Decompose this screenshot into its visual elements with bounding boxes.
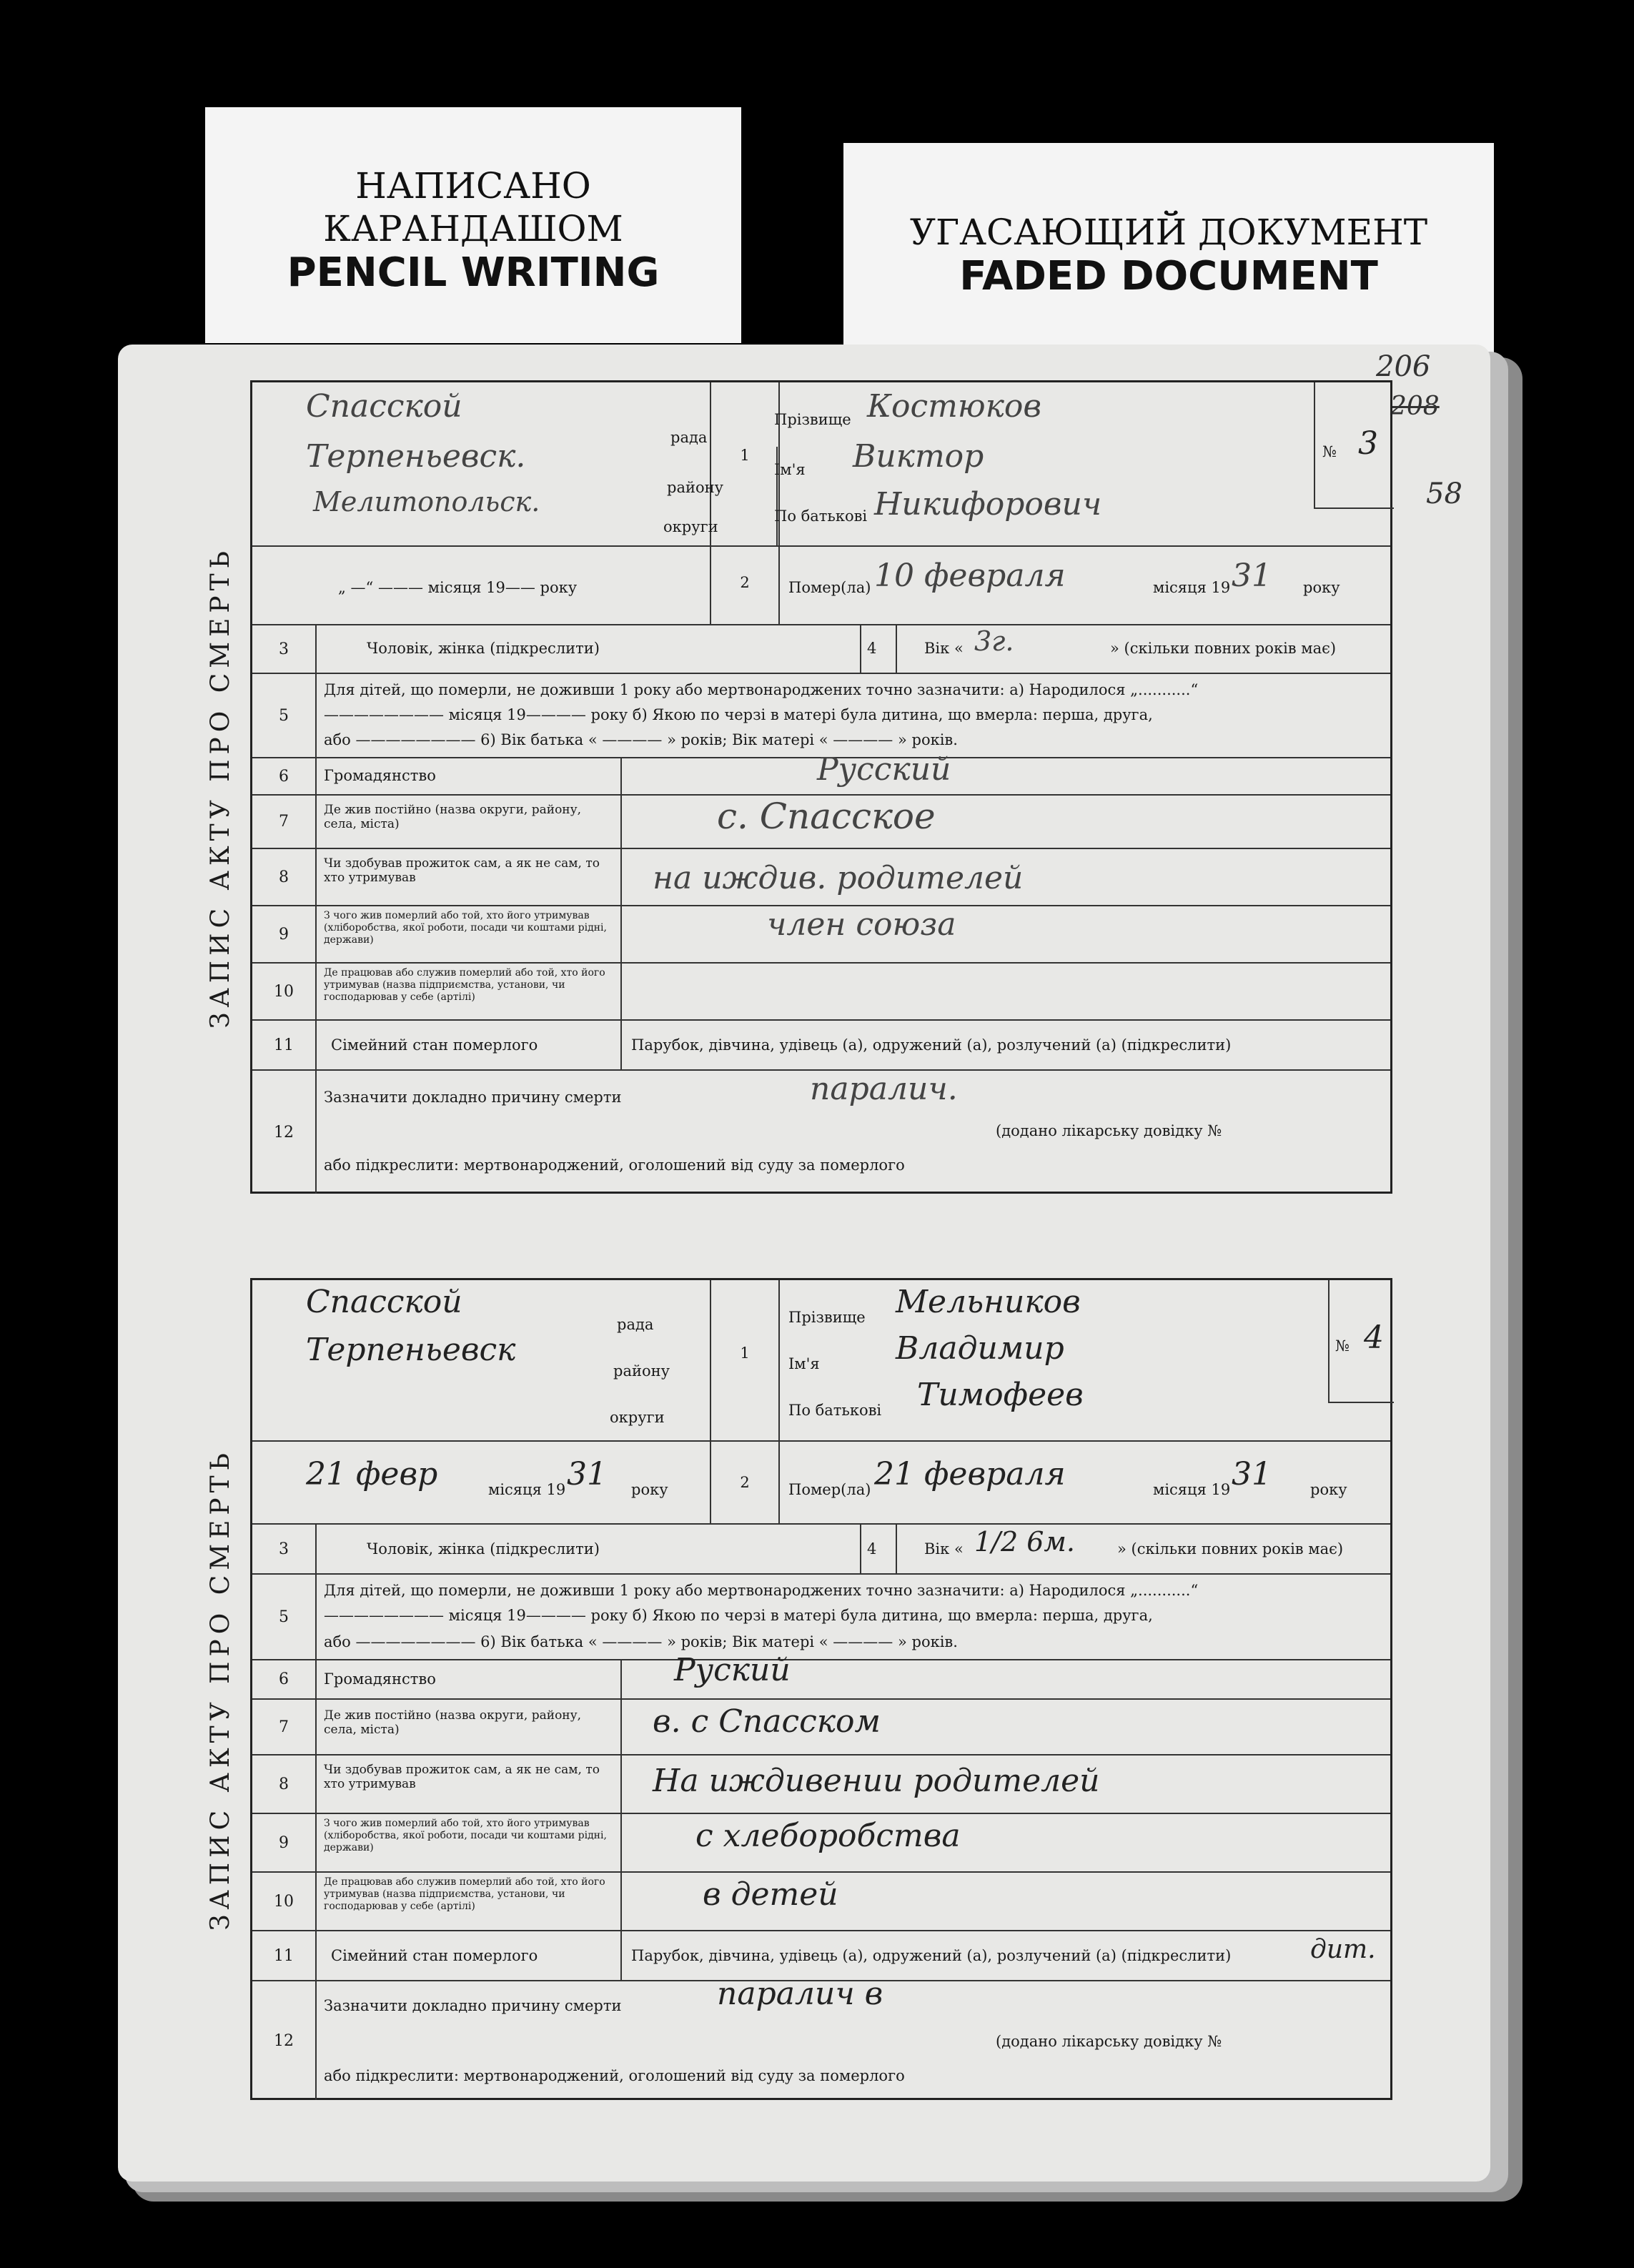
age-label-2: Вік « <box>924 1540 964 1558</box>
income-label: З чого жив померлий або той, хто його утримував (хліборобства, якої роботи, посади чи коштами рідні, держави) <box>324 910 607 946</box>
year-label: року <box>1303 579 1340 596</box>
cause-value: паралич. <box>810 1071 958 1107</box>
rada-value: Спасской <box>306 388 462 425</box>
record-row-income: 9 З чого жив померлий або той, хто його утримував (хліборобства, якої роботи, посади чи коштами рідні, держави) член союза <box>252 906 1390 964</box>
reg-month-label-2: місяця 19 <box>488 1481 566 1498</box>
name-value-2: Владимир <box>896 1330 1064 1367</box>
stillborn-label: або підкреслити: мертвонароджений, оголошений від суду за померлого <box>324 1157 905 1174</box>
surname-value: Костюков <box>867 388 1042 425</box>
archive-page-number: 206 <box>1376 350 1431 383</box>
child-line-1-2: Для дітей, що померли, не доживши 1 року або мертвонароджених точно зазначити: а) Народилося „...........“ <box>324 1582 1199 1599</box>
surname-label-2: Прізвище <box>788 1309 866 1326</box>
death-year-value: 31 <box>1232 558 1272 594</box>
income-label-2: З чого жив померлий або той, хто його утримував (хліборобства, якої роботи, посади чи коштами рідні, держави) <box>324 1818 607 1853</box>
marital-label-2: Сімейний стан померлого <box>331 1947 538 1964</box>
okruha-value: Мелитопольск. <box>313 486 540 518</box>
month-label-2: місяця 19 <box>1153 1481 1231 1498</box>
record-side-title: ЗАПИС АКТУ ПРО СМЕРТЬ <box>205 545 235 1029</box>
record-row-marital: 11 Сімейний стан померлого Парубок, дівчина, удівець (а), одружений (а), розлучений (а) (підкреслити) <box>252 1021 1390 1071</box>
record2-row-sex-age: 3 Чоловік, жінка (підкреслити) 4 Вік « 1/2 6м. » (скільки повних років має) <box>252 1525 1390 1575</box>
work-label-2: Де працював або служив померлий або той, хто його утримував (назва підприємства, установи, чи господарював у себе (артілі) <box>324 1876 605 1912</box>
record-row-work: 10 Де працював або служив померлий або той, хто його утримував (назва підприємства, установи, чи господарював у себе (артілі) <box>252 964 1390 1021</box>
faded-label-ru: УГАСАЮЩИЙ ДОКУМЕНТ <box>909 212 1428 253</box>
record-row-residence: 7 Де жив постійно (назва округи, району, села, міста) с. Спасское <box>252 796 1390 849</box>
archive-side-number: 58 <box>1426 477 1462 510</box>
cause-label: Зазначити докладно причину смерти <box>324 1089 622 1106</box>
patronymic-value-2: Тимофеев <box>917 1377 1084 1413</box>
sex-label-2: Чоловік, жінка (підкреслити) <box>367 1540 600 1558</box>
child-line-1: Для дітей, що померли, не доживши 1 року або мертвонароджених точно зазначити: а) Народилося „...........“ <box>324 681 1199 698</box>
death-date-value-2: 21 февраля <box>874 1456 1066 1492</box>
month-label: місяця 19 <box>1153 579 1231 596</box>
livelihood-label: Чи здобував прожиток сам, а як не сам, то хто утримував <box>324 856 600 885</box>
reg-year-label-2: року <box>631 1481 668 1498</box>
record-number-box: № 3 <box>1314 382 1394 509</box>
year-label-2: року <box>1310 1481 1347 1498</box>
income-value: член союза <box>767 906 956 943</box>
reg-date-value-2: 21 февр <box>306 1456 438 1492</box>
age-value-2: 1/2 6м. <box>974 1526 1075 1558</box>
child-line-2: ———————— місяця 19———— року б) Якою по черзі в матері була дитина, що вмерла: перша, друга, <box>324 706 1153 723</box>
raion-label: району <box>667 479 723 496</box>
child-line-3: або ———————— 6) Вік батька « ———— » років; Вік матері « ———— » років. <box>324 731 958 748</box>
record2-row-citizenship: 6 Громадянство Руский <box>252 1660 1390 1700</box>
livelihood-value-2: На иждивении родителей <box>653 1763 1100 1799</box>
surname-label: Прізвище <box>774 411 851 428</box>
row2-num-4: 4 <box>867 1540 877 1558</box>
stillborn-label-2: або підкреслити: мертвонароджений, оголошений від суду за померлого <box>324 2067 905 2084</box>
okruha-label: округи <box>663 518 718 535</box>
archive-page-number-crossed: 208 <box>1390 392 1440 421</box>
rada-label-2: рада <box>617 1316 654 1333</box>
record-row-sex-age: 3 Чоловік, жінка (підкреслити) 4 Вік « 3г. » (скільки повних років має) <box>252 625 1390 674</box>
death-date-value: 10 февраля <box>874 558 1066 594</box>
record-row-citizenship: 6 Громадянство Русский <box>252 758 1390 796</box>
cause-value-2: паралич в <box>717 1976 883 2012</box>
work-label: Де працював або служив померлий або той, хто його утримував (назва підприємства, установи, чи господарював у себе (артілі) <box>324 967 605 1003</box>
death-year-value-2: 31 <box>1232 1456 1272 1492</box>
record2-row-child: 5 Для дітей, що померли, не доживши 1 року або мертвонароджених точно зазначити: а) Народилося „...........“ ———————— місяця 19———— року б) Якою по черзі в матері була дитина, що вмерла: перша, друга, або ———————— 6) Вік батька « ———— » років; Вік матері « ———— » років. <box>252 1575 1390 1660</box>
rada-value-2: Спасской <box>306 1284 462 1320</box>
cause-label-2: Зазначити докладно причину смерти <box>324 1997 622 2014</box>
reg-year-value-2: 31 <box>567 1456 607 1492</box>
record-row-date <box>252 547 1390 625</box>
record2-row-work: 10 Де працював або служив померлий або той, хто його утримував (назва підприємства, установи, чи господарював у себе (артілі) в детей <box>252 1873 1390 1931</box>
pencil-label-ru-2: КАРАНДАШОМ <box>323 208 623 249</box>
marital-label: Сімейний стан померлого <box>331 1036 538 1054</box>
record2-row-marital: 11 Сімейний стан померлого Парубок, дівчина, удівець (а), одружений (а), розлучений (а) (підкреслити) дит. <box>252 1931 1390 1981</box>
marital-options-2: Парубок, дівчина, удівець (а), одружений (а), розлучений (а) (підкреслити) <box>631 1947 1232 1964</box>
marital-value-2: дит. <box>1310 1935 1376 1964</box>
citizenship-value: Русский <box>817 751 951 788</box>
row-num-4: 4 <box>867 640 877 657</box>
record-number-box-2: № 4 <box>1328 1280 1394 1403</box>
sex-label: Чоловік, жінка (підкреслити) <box>367 640 600 657</box>
citizenship-value-2: Руский <box>674 1652 791 1688</box>
record2-row-income: 9 З чого жив померлий або той, хто його утримував (хліборобства, якої роботи, посади чи коштами рідні, держави) с хлеборобства <box>252 1814 1390 1873</box>
age-tail-2: » (скільки повних років має) <box>1117 1540 1344 1558</box>
raion-value: Терпеньевск. <box>306 438 526 475</box>
record-number: 3 <box>1358 425 1378 462</box>
residence-value-2: в. с Спасском <box>653 1703 881 1740</box>
pomer-label: Помер(ла) <box>788 579 871 596</box>
faded-document-label <box>843 143 1494 357</box>
record-row-livelihood: 8 Чи здобував прожиток сам, а як не сам, то хто утримував на иждив. родителей <box>252 849 1390 906</box>
record2-row-1 <box>252 1280 1390 1442</box>
residence-label: Де жив постійно (назва округи, району, села, міста) <box>324 803 582 831</box>
okruha-label-2: округи <box>610 1409 665 1426</box>
raion-value-2: Терпеньевск <box>306 1332 516 1368</box>
record-number-2: 4 <box>1364 1319 1384 1356</box>
residence-value: с. Спасское <box>717 796 936 837</box>
residence-label-2: Де жив постійно (назва округи, району, села, міста) <box>324 1708 582 1737</box>
row-num-2: 2 <box>740 574 750 591</box>
row2-num-2: 2 <box>740 1474 750 1491</box>
record2-row-date <box>252 1442 1390 1525</box>
name-value: Виктор <box>853 438 984 475</box>
pomer-label-2: Помер(ла) <box>788 1481 871 1498</box>
record2-row-cause: 12 Зазначити докладно причину смерти паралич в (додано лікарську довідку № або підкреслити: мертвонароджений, оголошений від суду за померлого <box>252 1981 1390 2100</box>
record-row-child: 5 Для дітей, що померли, не доживши 1 року або мертвонароджених точно зазначити: а) Народилося „...........“ ———————— місяця 19———— року б) Якою по черзі в матері була дитина, що вмерла: перша, друга, або ———————— 6) Вік батька « ———— » років; Вік матері « ———— » років. <box>252 674 1390 758</box>
age-label: Вік « <box>924 640 964 657</box>
livelihood-value: на иждив. родителей <box>653 860 1024 896</box>
death-record-1 <box>205 380 1392 1194</box>
rada-label: рада <box>670 429 708 446</box>
patronymic-label-2: По батькові <box>788 1402 882 1419</box>
name-label-2: Ім'я <box>788 1355 820 1372</box>
record-side-title-2: ЗАПИС АКТУ ПРО СМЕРТЬ <box>205 1447 235 1931</box>
patronymic-label: По батькові <box>774 507 868 525</box>
work-value-2: в детей <box>703 1876 838 1913</box>
citizenship-label-2: Громадянство <box>324 1670 436 1688</box>
pencil-label-en: PENCIL WRITING <box>287 249 660 296</box>
age-tail: » (скільки повних років має) <box>1110 640 1337 657</box>
child-line-2-2: ———————— місяця 19———— року б) Якою по черзі в матері була дитина, що вмерла: перша, друга, <box>324 1607 1153 1624</box>
record2-row-livelihood: 8 Чи здобував прожиток сам, а як не сам, то хто утримував На иждивении родителей <box>252 1756 1390 1814</box>
row2-num-1: 1 <box>740 1345 750 1362</box>
patronymic-value: Никифорович <box>874 486 1102 523</box>
reg-date-line: „ —“ ——— місяця 19—— року <box>338 579 578 596</box>
death-record-2 <box>205 1278 1392 2100</box>
faded-label-en: FADED DOCUMENT <box>959 253 1378 299</box>
record2-row-residence: 7 Де жив постійно (назва округи, району, села, міста) в. с Спасском <box>252 1700 1390 1756</box>
citizenship-label: Громадянство <box>324 767 436 784</box>
name-label: Ім'я <box>774 461 806 478</box>
income-value-2: с хлеборобства <box>695 1818 961 1854</box>
record-row-1 <box>252 382 1390 547</box>
row-num-1: 1 <box>713 447 778 547</box>
record-row-cause: 12 Зазначити докладно причину смерти паралич. (додано лікарську довідку № або підкреслити: мертвонароджений, оголошений від суду за померлого <box>252 1071 1390 1194</box>
livelihood-label-2: Чи здобував прожиток сам, а як не сам, то хто утримував <box>324 1763 600 1791</box>
pencil-label-ru-1: НАПИСАНО <box>355 165 591 207</box>
child-line-3-2: або ———————— 6) Вік батька « ———— » років; Вік матері « ———— » років. <box>324 1633 958 1650</box>
pencil-writing-label <box>205 107 741 343</box>
cert-label: (додано лікарську довідку № <box>996 1122 1222 1139</box>
marital-options: Парубок, дівчина, удівець (а), одружений (а), розлучений (а) (підкреслити) <box>631 1036 1232 1054</box>
raion-label-2: району <box>613 1362 670 1380</box>
cert-label-2: (додано лікарську довідку № <box>996 2033 1222 2050</box>
surname-value-2: Мельников <box>896 1284 1081 1320</box>
age-value: 3г. <box>974 625 1014 657</box>
